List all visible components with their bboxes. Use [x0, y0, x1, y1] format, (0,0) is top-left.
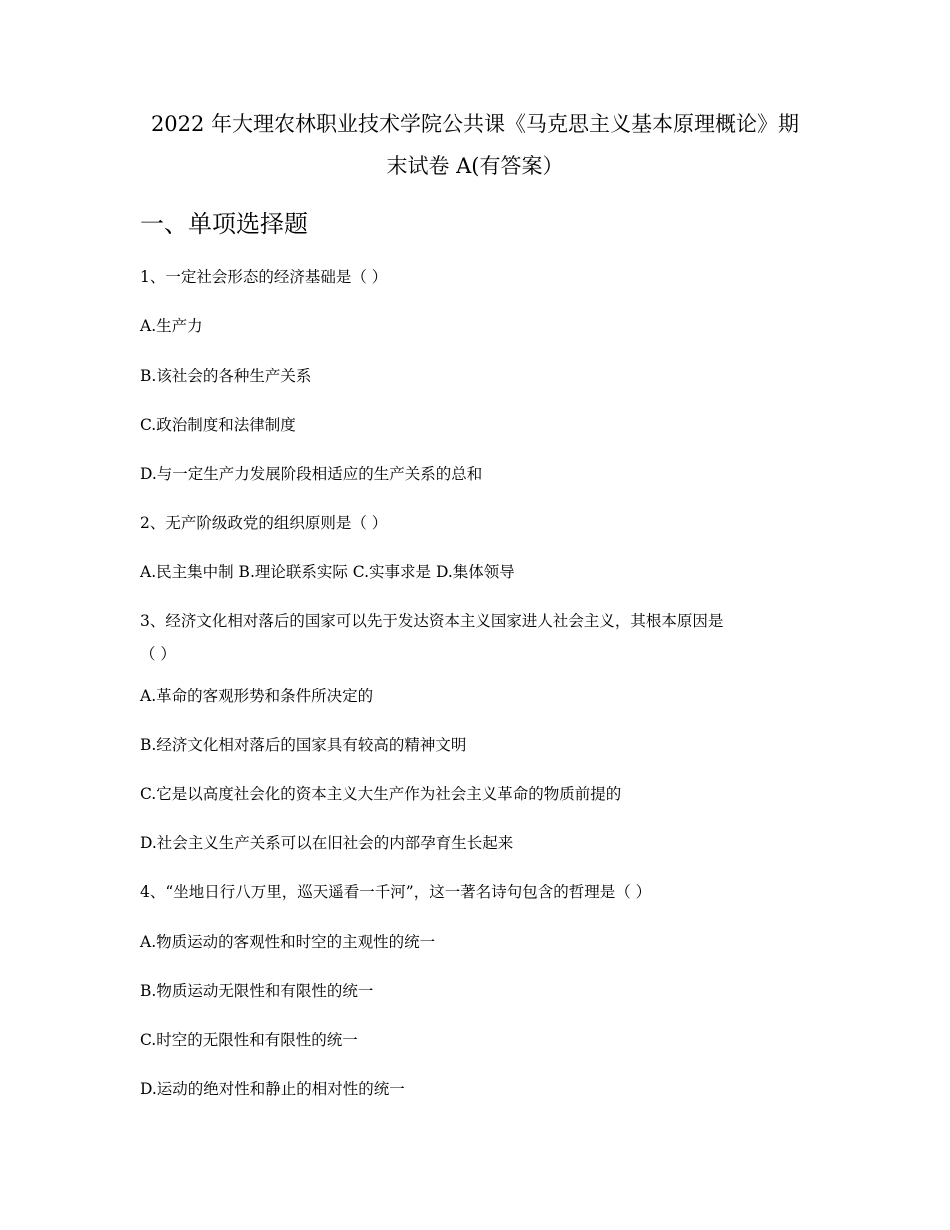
question-3-option-b: B.经济文化相对落后的国家具有较高的精神文明	[140, 736, 467, 754]
document-title-line-2: 末试卷 A(有答案）	[386, 154, 564, 178]
question-4-option-c: C.时空的无限性和有限性的统一	[140, 1031, 358, 1049]
question-2-stem: 2、无产阶级政党的组织原则是（ ）	[140, 514, 388, 532]
question-4-stem: 4、“坐地日行八万里，巡天遥看一千河”，这一著名诗句包含的哲理是（ ）	[140, 883, 652, 901]
question-3-option-c: C.它是以高度社会化的资本主义大生产作为社会主义革命的物质前提的	[140, 785, 622, 803]
question-3-stem: 3、经济文化相对落后的国家可以先于发达资本主义国家进人社会主义，其根本原因是	[140, 612, 724, 630]
question-1-option-d: D.与一定生产力发展阶段相适应的生产关系的总和	[140, 465, 483, 483]
question-1-option-c: C.政治制度和法律制度	[140, 416, 296, 434]
question-4-option-d: D.运动的绝对性和静止的相对性的统一	[140, 1080, 405, 1098]
question-1-option-a: A.生产力	[140, 317, 203, 335]
question-4-option-b: B.物质运动无限性和有限性的统一	[140, 982, 374, 1000]
question-2-options: A.民主集中制 B.理论联系实际 C.实事求是 D.集体领导	[140, 563, 515, 581]
question-3-stem-continuation: （ ）	[140, 645, 176, 663]
document-title-line-1: 2022 年大理农林职业技术学院公共课《马克思主义基本原理概论》期	[150, 112, 800, 136]
question-1-option-b: B.该社会的各种生产关系	[140, 367, 312, 385]
question-4-option-a: A.物质运动的客观性和时空的主观性的统一	[140, 933, 436, 951]
question-3-option-d: D.社会主义生产关系可以在旧社会的内部孕育生长起来	[140, 834, 514, 852]
question-3-option-a: A.革命的客观形势和条件所决定的	[140, 687, 374, 705]
question-1-stem: 1、一定社会形态的经济基础是（ ）	[140, 268, 388, 286]
section-heading: 一、单项选择题	[140, 210, 308, 238]
